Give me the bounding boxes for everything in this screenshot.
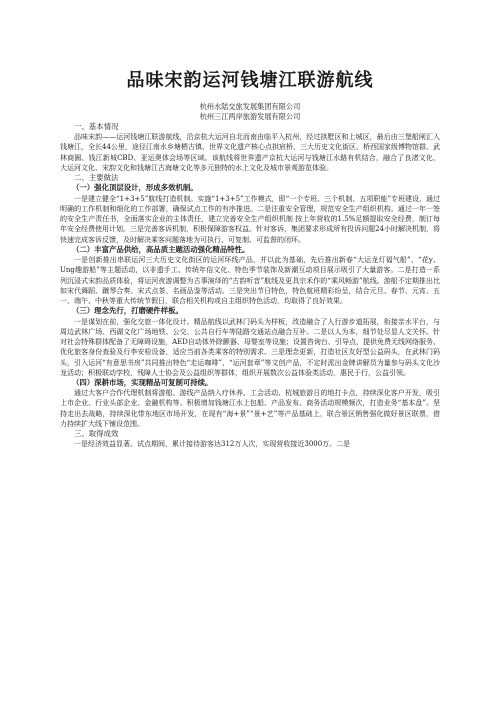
subheading-hardware-model: （三）理念先行，打磨硬件样板。 bbox=[72, 306, 183, 316]
paragraph-market: 通过大客户合作代理机制将游船、游线产品纳入疗休养、工会活动、杭城旅游日的地打卡点，持续深化客户开发，吸引上市企业、行业头部企业、金融机构等。积极增加钱塘江水上包船、产品发布、商务活动规模频次，打造业务“基本盘”。坚持走出去战略，持续深化带东地区市场开发，在现有“海+景”“景+艺”等产品基础上，联合景区销售强化做好景区联票，借力持续扩大线下铺设范围。 bbox=[60, 389, 440, 428]
paragraph-product-supply: 一是创新推出串联运河三大历史文化街区的运河环线产品，并以此为基础，先后推出新春“大运龙灯福气船”、“花y、Ung趣游船”等主题活动，以非遗手工、传统年俗文化、特色季节装饰及新潮互动项目展示吸引了大量游客。二是打造一系列沉浸式宋韵品质体验，将运河夜游调整为古事演绎的“古韵听音”航线及更具宗禾作的“乘风畅游”航线。游船不定期推出比如宋代舞蹈、蹴琴合奏、宋式点茶、名画品鉴等活动。三是突出节日特色，特色航班精彩纷呈，结合元旦、春节、元宵、五一、端午、中秋等重大传统节假日，联合相关机构或自主组织特色活动，均取得了良好效果。 bbox=[60, 256, 440, 306]
paragraph-basic-info: 品味宋韵——运河钱塘江联游航线，沿京杭大运河自北而南由临平入杭州，经过拱墅区和上城区，最后由三堡船闸汇入钱塘江，全长44公里，途径江南水乡塘栖古镇、世界文化遗产核心点拱宸桥、三大历史文化街区、桥西国家级博物馆群、武林商圈、钱江新城CBD、亚运奥体会场等区域。该航线将世界遗产京杭大运河与钱塘江水路有机结合，融合了良渚文化、大运河文化、宋韵文化和钱塘江古海塘文化等多元独特的水上文化及城市景观游览体验。 bbox=[60, 133, 440, 172]
paragraph-hardware-model: 一是谋划在前，强化交旅一体化设计。精品航线以武林门码头为样板，改造融合了人行游步道拓展，衔接亲水平台，与周边武林广场、西湖文化广场地铁、公交、公共自行车等陆路交通站点融合互补。二是以人为本，细节处尽显人文关怀。针对社会特殊群体配备了无障碍设施，AED自动体外除颤器、母婴室等设施；设置咨询台、引导点，提供免费无线网络服务、优化旅客身份查验及行李安检设备，适应当前各类乘客的特别需求。三是理念更新，打造社区友好型公益码头，在武林门码头，引入运河“有意思书房”共同推出特色“走运咖啡”、“运河套章”等文创产品，不定时派出金牌讲解员为量参与码头文化沙龙活动；积极联动学校、残障人士协会及公益组织等群体，组织开展数次公益体验类活动，惠民于行，公益引领。 bbox=[60, 317, 440, 377]
subheading-product-supply: （二）丰富产品供给，高品质主题活动强化精品特性。 bbox=[72, 244, 250, 254]
organization-line-1: 杭州水陆交旅发展集团有限公司 bbox=[199, 102, 301, 111]
subheading-market: （四）深耕市场，实现精品可复制可持续。 bbox=[72, 378, 213, 388]
paragraph-results: 一是经济效益显著。试点期间，累计接待游客达312万人次，实现营收接近3000万。二是 bbox=[74, 440, 351, 449]
section-heading-basic-info: 一、基本情况 bbox=[74, 122, 119, 131]
paragraph-top-level-design: 一是建立健全“1+3+5”航线打造机制。实施“1+3+5”工作模式，即“一个专班、三个机制、五项职能”专班建设，通过明确的工作机制和细化的工作部署，确保试点工作的有序推进。二是注重安全管理，规范安全生产组织机构。通过一年一签的安全生产责任书，全面落实企业的主体责任，建立完善安全生产组织机制 按上年营收的1.5%足额提取安全经费，制订每年安全经费使用计划。三是完善客诉机制，积极保障游客权益。针对客诉，集团要求形成所有投诉问题24小时解决机制，将快速完成客诉反馈，及时解决乘客问题落地为可执行、可复制、可监督的闭环。 bbox=[60, 194, 440, 244]
page-title: 品味宋韵运河钱塘江联游航线 bbox=[126, 70, 374, 91]
organization-line-2: 杭州三江两岸旅游发展有限公司 bbox=[199, 112, 301, 121]
section-heading-main-practices: 二、主要做法 bbox=[74, 173, 119, 183]
section-heading-results: 三、取得成效 bbox=[74, 429, 119, 439]
subheading-top-level-design: （一）强化顶层设计，形成多效机制。 bbox=[72, 183, 198, 193]
